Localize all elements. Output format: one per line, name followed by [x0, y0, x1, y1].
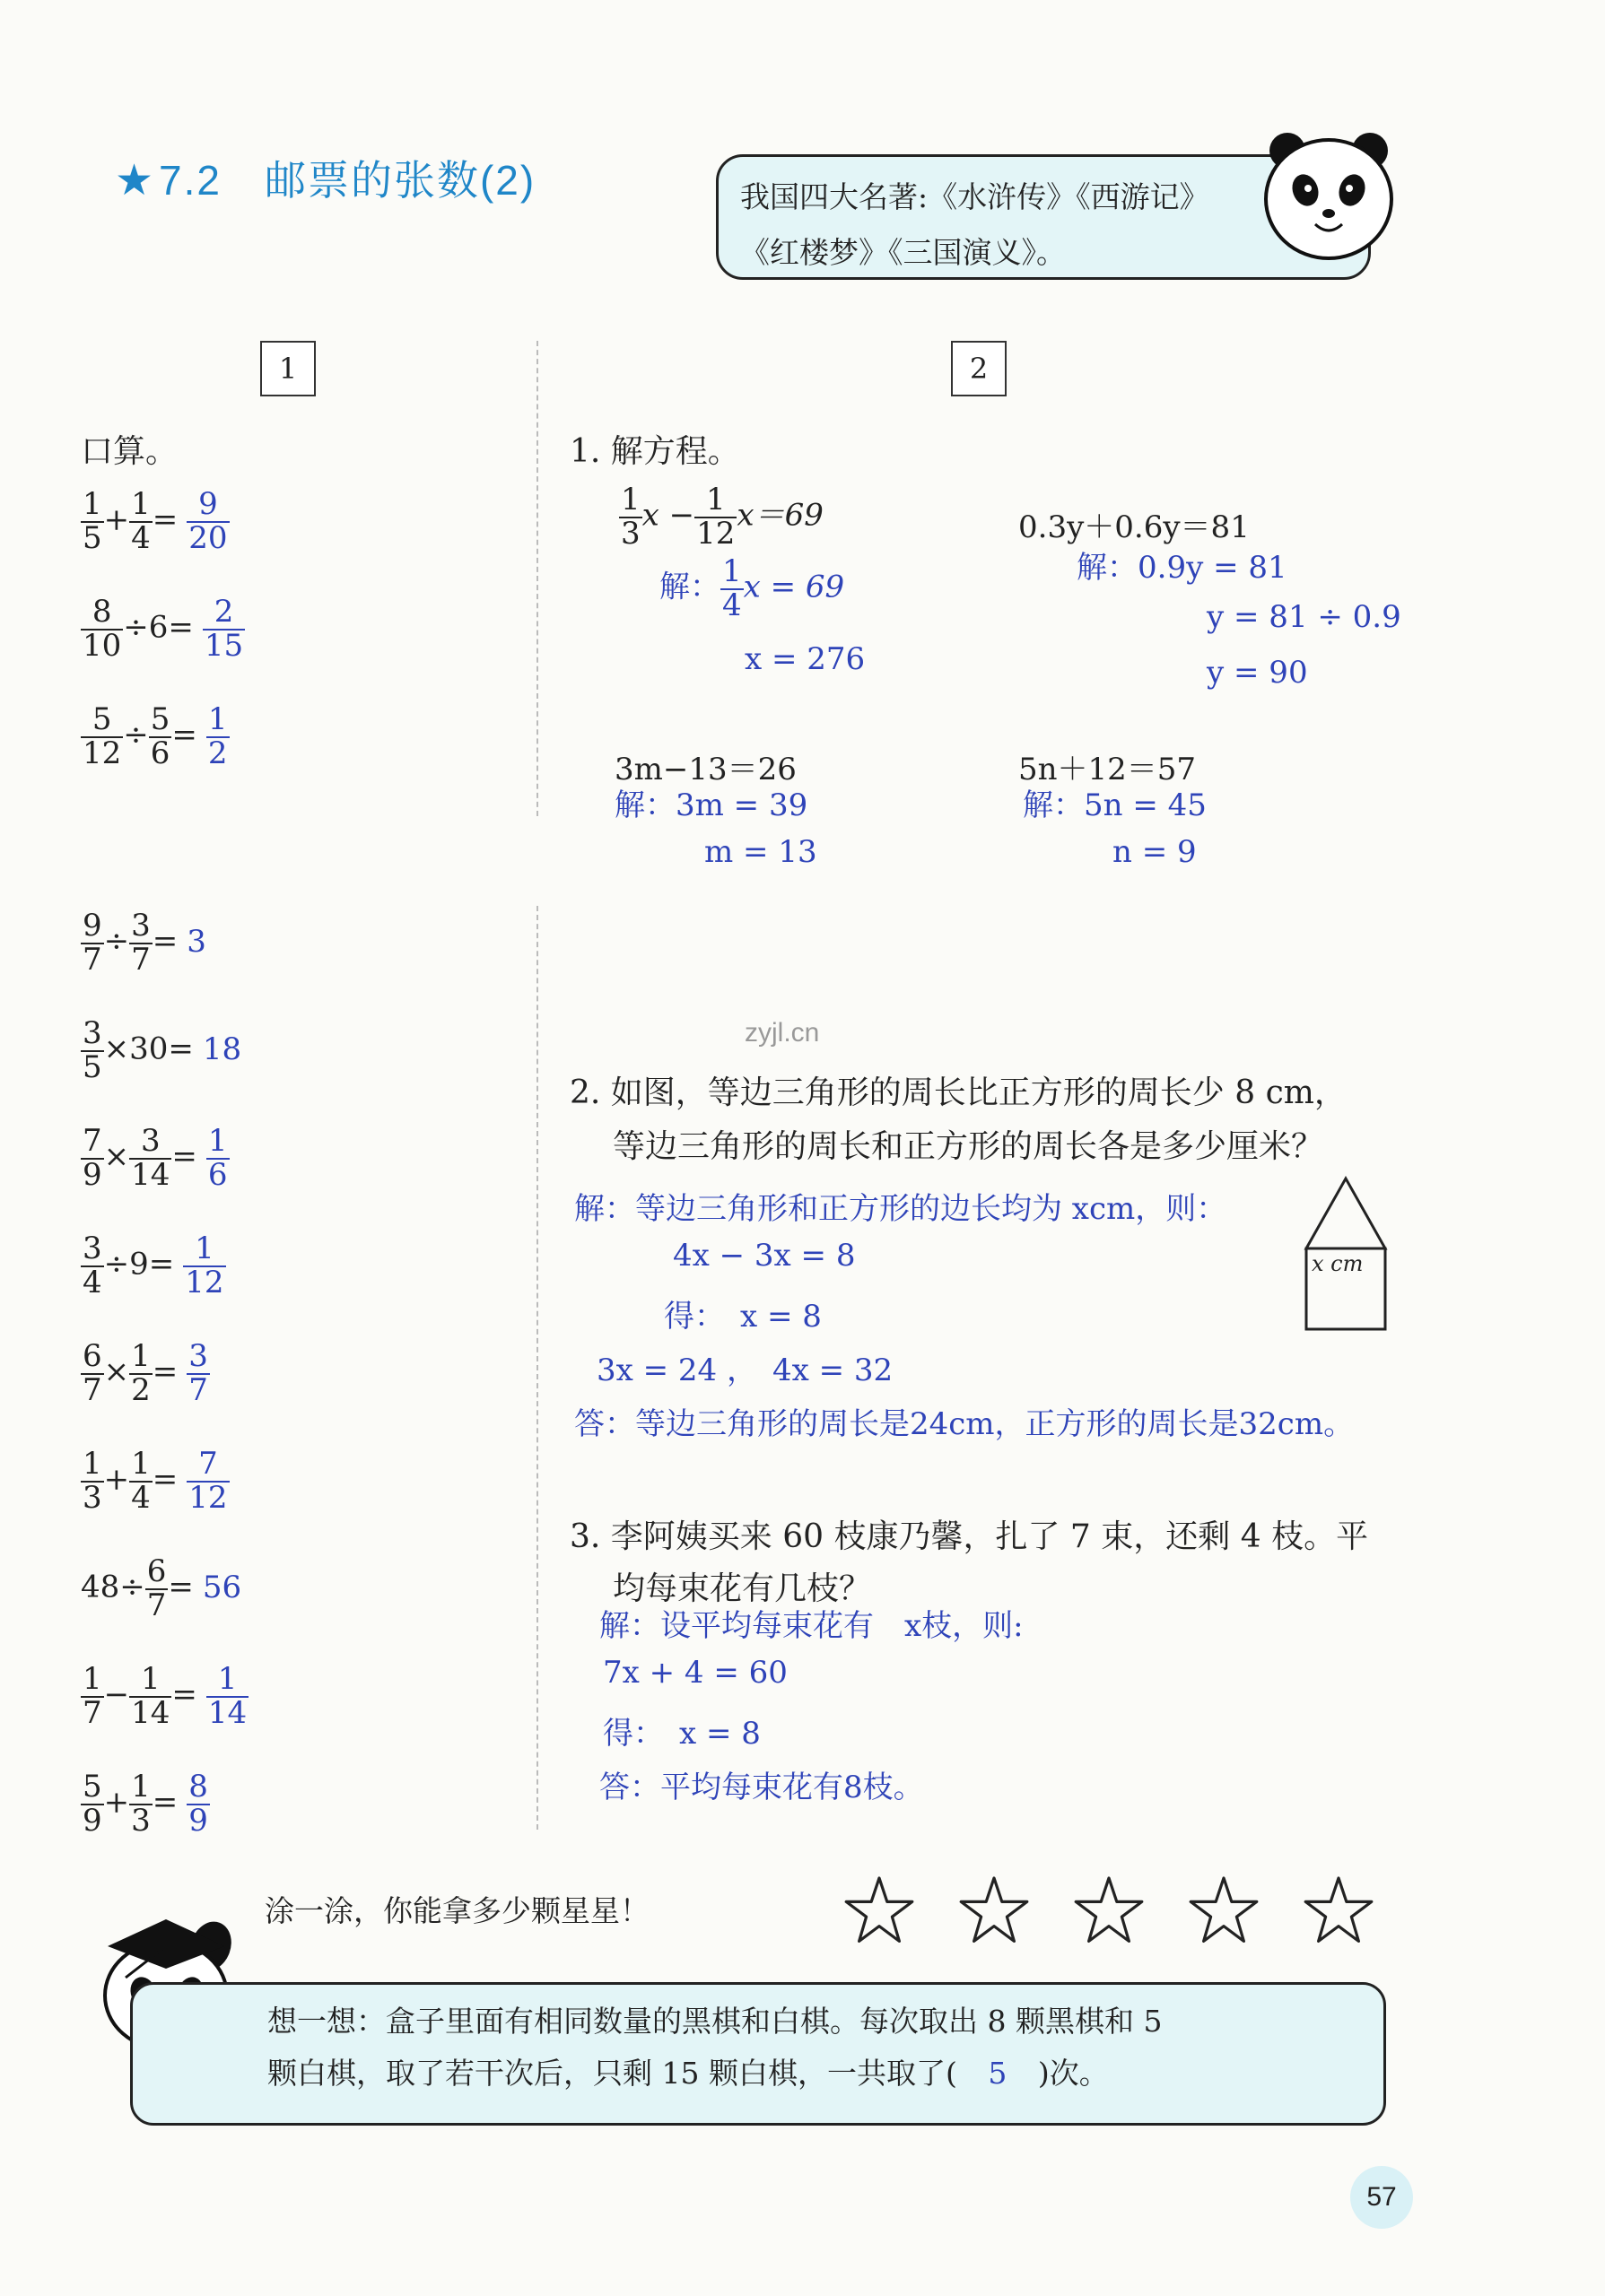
equation-4-step-1: 解：5n = 45: [1023, 787, 1207, 823]
star-outline-icon[interactable]: [1073, 1874, 1145, 1946]
left-heading: 口算。: [81, 433, 179, 470]
mental-math-answer: $\frac{2}{15}$: [204, 594, 244, 664]
mental-math-item: $\frac{7}{9}$ × $\frac{3}{14}$ = $\frac{1}{6}$: [83, 1123, 228, 1193]
equation-4: 5n＋12＝57: [1018, 752, 1197, 787]
star-outline-icon[interactable]: [1303, 1874, 1374, 1946]
star-outline-icon[interactable]: [1188, 1874, 1260, 1946]
star-outline-icon[interactable]: [843, 1874, 915, 1946]
equation-2-step-1: 解：0.9y = 81: [1077, 550, 1287, 586]
column-divider-bottom: [536, 906, 538, 1830]
mental-math-answer: $\frac{1}{12}$: [185, 1231, 224, 1300]
equation-1-step-2: x = 276: [745, 641, 866, 677]
mental-math-answer: $\frac{1}{14}$: [207, 1661, 248, 1731]
equation-1: $\frac{1}{3}$ x − $\frac{1}{12}$ x＝69: [621, 482, 824, 552]
mental-math-answer: $\frac{8}{9}$: [188, 1769, 208, 1839]
q2-answer: 答：等边三角形的周长是24cm，正方形的周长是32cm。: [574, 1406, 1355, 1442]
q3-solution-1: 解：设平均每束花有 x枝，则:: [599, 1608, 1024, 1644]
section-1-label: 1: [260, 341, 316, 396]
mental-math-answer: $\frac{1}{2}$: [207, 701, 228, 771]
q2-solution-2: 4x − 3x = 8: [673, 1238, 856, 1274]
equation-2: 0.3y＋0.6y＝81: [1018, 509, 1250, 545]
equation-3-step-1: 解：3m = 39: [615, 787, 808, 823]
q2-solution-1: 解：等边三角形和正方形的边长均为 xcm，则：: [574, 1191, 1227, 1227]
mental-math-item: $\frac{5}{12}$ ÷ $\frac{5}{6}$ = $\frac{1}{2}$: [83, 701, 228, 771]
mental-math-item: $\frac{1}{3}$ + $\frac{1}{4}$ = $\frac{7}{12}$: [83, 1446, 228, 1516]
mental-math-item: $\frac{1}{7}$ − $\frac{1}{14}$ = $\frac{1}{14}$: [83, 1661, 248, 1731]
think-box: [130, 1982, 1386, 2126]
q2-solution-4: 3x = 24 ， 4x = 32: [597, 1352, 894, 1388]
mental-math-item: $\frac{1}{5}$ + $\frac{1}{4}$ = $\frac{9}{20}$: [83, 486, 228, 556]
mental-math-item: $\frac{3}{5}$ ×30= 18: [83, 1015, 242, 1085]
watermark: zyjl.cn: [745, 1018, 820, 1048]
q2-solution-3: 得： x = 8: [664, 1299, 822, 1335]
mental-math-item: $\frac{3}{4}$ ÷9= $\frac{1}{12}$: [83, 1231, 224, 1300]
equation-2-step-3: y = 90: [1207, 655, 1308, 691]
q3-answer: 答：平均每束花有8枝。: [599, 1770, 924, 1805]
mental-math-answer: $\frac{1}{6}$: [207, 1123, 228, 1193]
mental-math-item: 48÷ $\frac{6}{7}$ = 56: [81, 1553, 242, 1623]
q2-line-2: 等边三角形的周长和正方形的周长各是多少厘米？: [613, 1128, 1324, 1165]
mental-math-answer: 3: [187, 923, 206, 960]
equation-4-step-2: n = 9: [1112, 834, 1197, 870]
equation-2-step-2: y = 81 ÷ 0.9: [1207, 599, 1401, 635]
column-divider-top: [536, 341, 538, 816]
stars-prompt: 涂一涂，你能拿多少颗星星！: [265, 1893, 650, 1928]
think-answer: 5: [988, 2056, 1007, 2091]
figure-side-label: x cm: [1312, 1251, 1364, 1276]
mental-math-item: $\frac{8}{10}$ ÷6= $\frac{2}{15}$: [83, 594, 244, 664]
think-line-1: 想一想：盒子里面有相同数量的黑棋和白棋。每次取出 8 颗黑棋和 5: [267, 2004, 1163, 2039]
mental-math-answer: $\frac{3}{7}$: [188, 1338, 208, 1408]
q2-line-1: 2. 如图，等边三角形的周长比正方形的周长少 8 cm，: [570, 1074, 1347, 1111]
q3-line-2: 均每束花有几枝？: [613, 1570, 872, 1607]
q3-solution-3: 得： x = 8: [603, 1716, 761, 1752]
q3-line-1: 3. 李阿姨买来 60 枝康乃馨，扎了 7 束，还剩 4 枝。平: [570, 1518, 1369, 1555]
mental-math-answer: $\frac{7}{12}$: [188, 1446, 228, 1516]
mental-math-answer: $\frac{9}{20}$: [188, 486, 228, 556]
mental-math-answer: 56: [202, 1569, 242, 1605]
panda-icon: [1256, 126, 1400, 278]
mental-math-answer: 18: [202, 1031, 242, 1067]
section-2-label: 2: [951, 341, 1007, 396]
star-icon: ★: [115, 157, 156, 204]
q1-heading: 1. 解方程。: [570, 433, 740, 470]
mental-math-item: $\frac{6}{7}$ × $\frac{1}{2}$ = $\frac{3}{7}$: [83, 1338, 208, 1408]
mental-math-item: $\frac{9}{7}$ ÷ $\frac{3}{7}$ = 3: [83, 908, 206, 978]
equation-3-step-2: m = 13: [704, 834, 817, 870]
star-outline-icon[interactable]: [958, 1874, 1030, 1946]
tip-text: 我国四大名著:《水浒传》《西游记》《红楼梦》《三国演义》。: [740, 179, 1195, 270]
page-number: 57: [1350, 2166, 1413, 2229]
section-title-text: 7.2 邮票的张数(2): [159, 157, 536, 204]
section-title: [115, 148, 536, 207]
think-line-2: 颗白棋，取了若干次后，只剩 15 颗白棋，一共取了( 5 )次。: [267, 2048, 1348, 2100]
mental-math-item: $\frac{5}{9}$ + $\frac{1}{3}$ = $\frac{8}{9}$: [83, 1769, 208, 1839]
equation-3: 3m−13＝26: [615, 752, 797, 787]
q3-solution-2: 7x + 4 = 60: [603, 1655, 788, 1691]
equation-1-step-1: 解： $\frac{1}{4}$ x = 69: [659, 553, 845, 623]
star-rating[interactable]: [843, 1874, 1417, 1950]
